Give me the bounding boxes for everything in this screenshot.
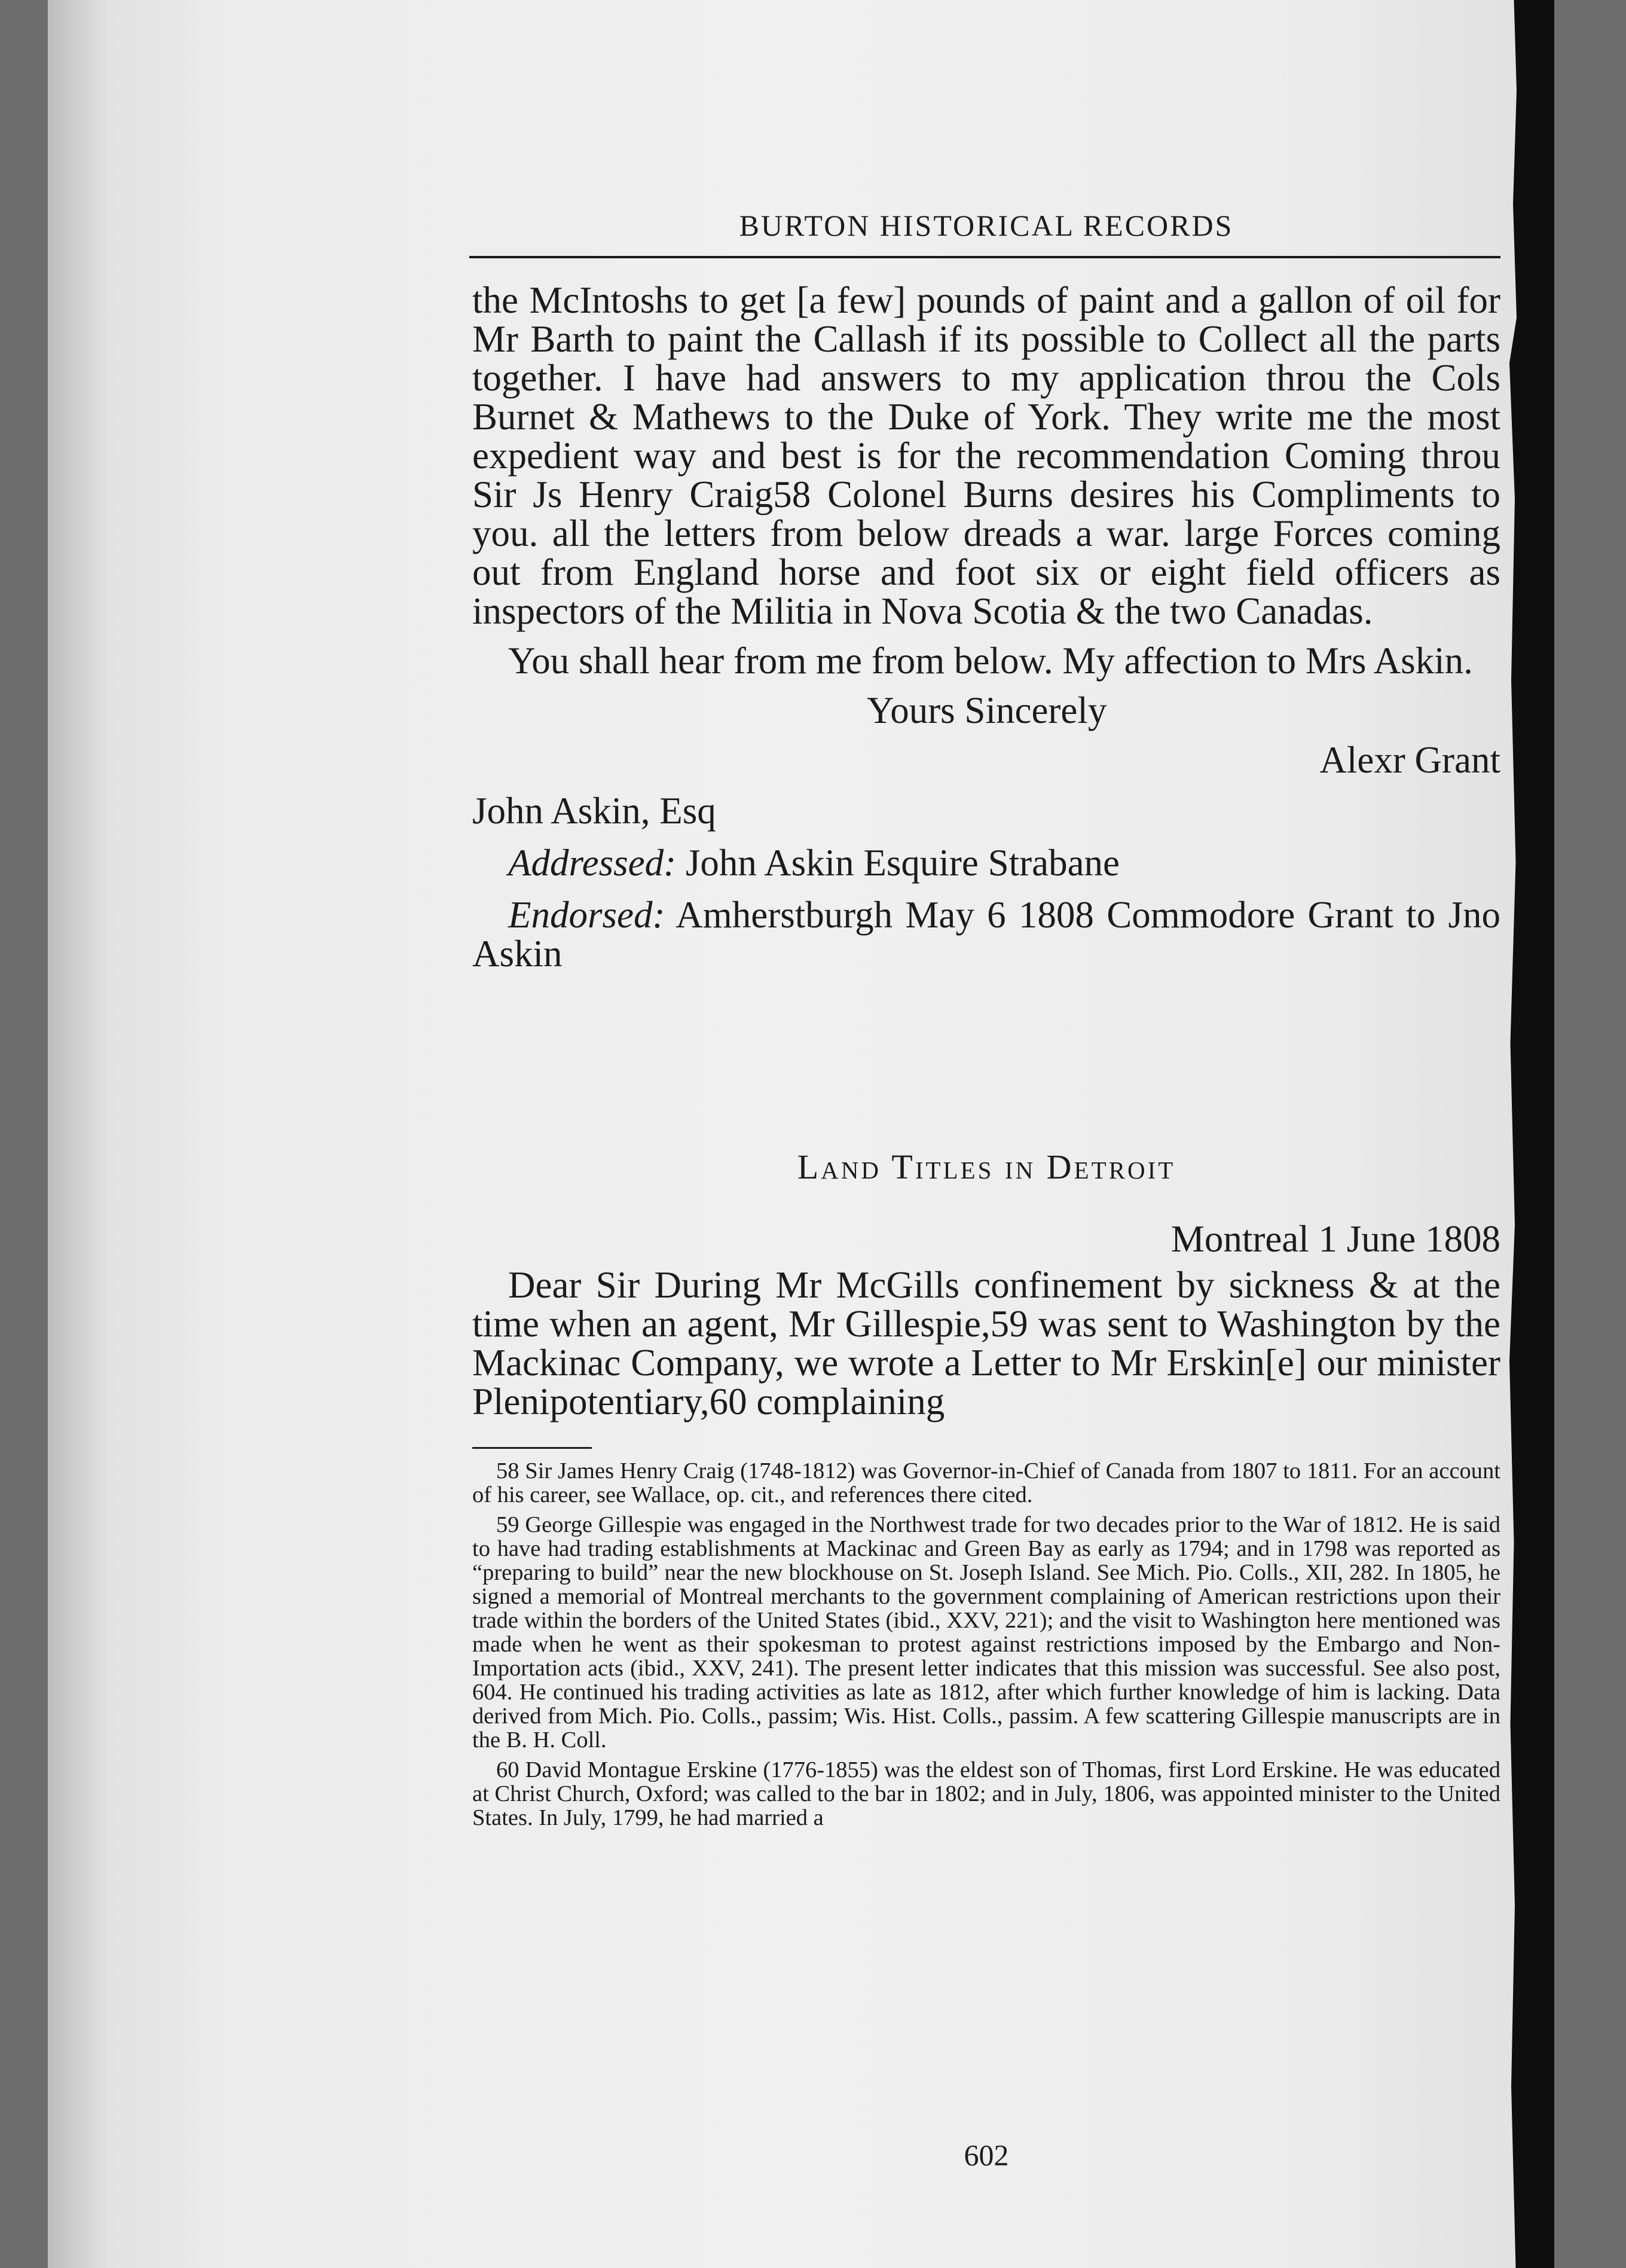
page-number: 602: [964, 2138, 1009, 2172]
footnotes: [472, 1459, 1500, 1836]
footnote-rule: [472, 1447, 592, 1449]
letter-paragraph: the McIntoshs to get [a few] pounds of paint and a gallon of oil for Mr Barth to paint the Callash if its possible to Collect all the parts together. I have had answers to my application throu the Cols Burnet & Mathews to the Duke of York. They write me the most expedient way and best is for the recommendation Coming throu Sir Js Henry Craig58 Colonel Burns desires his Compliments to you. all the letters from below dreads a war. large Forces coming out from England horse and foot six or eight field officers as inspectors of the Militia in Nova Scotia & the two Canadas.: [472, 279, 1500, 632]
letter-dateline: Montreal 1 June 1808: [1170, 1218, 1500, 1260]
letter-recipient: John Askin, Esq: [472, 790, 716, 832]
endorsed-note: [472, 896, 1500, 973]
second-letter: [472, 1220, 1500, 1421]
addressed-label: Addressed:: [508, 842, 677, 884]
endorsed-text: Amherstburgh May 6 1808 Commodore Grant to Jno Askin: [472, 894, 1500, 975]
footnote: 58 Sir James Henry Craig (1748-1812) was Governor-in-Chief of Canada from 1807 to 1811. For an account of his career, see Wallace, op. cit., and references there cited.: [472, 1458, 1500, 1507]
section-title: Land Titles in Detroit: [797, 1147, 1176, 1186]
footnote: 60 David Montague Erskine (1776-1855) was the eldest son of Thomas, first Lord Erskine. He was educated at Christ Church, Oxford; was called to the bar in 1802; and in July, 1806, was appointed minister to the United States. In July, 1799, he had married a: [472, 1757, 1500, 1830]
addressed-text: John Askin Esquire Strabane: [685, 842, 1120, 884]
letter-body: [472, 281, 1500, 973]
endorsed-label: Endorsed:: [508, 894, 665, 936]
letter-paragraph: Dear Sir During Mr McGills confinement by sickness & at the time when an agent, Mr Gillespie,59 was sent to Washington by the Mackinac Company, we wrote a Letter to Mr Erskin[e] our minister Plenipotentiary,60 complaining: [472, 1264, 1500, 1423]
letter-closing: Yours Sincerely: [867, 689, 1107, 731]
running-head: BURTON HISTORICAL RECORDS: [739, 209, 1234, 242]
header-rule: [469, 256, 1500, 258]
footnote: 59 George Gillespie was engaged in the Northwest trade for two decades prior to the War of 1812. He is said to have had trading establishments at Mackinac and Green Bay as early as 1794; and in 1798 was reported as “preparing to build” near the new blockhouse on St. Joseph Island. See Mich. Pio. Colls., XII, 282. In 1805, he signed a memorial of Montreal merchants to the government complaining of American restrictions upon their trade within the borders of the United States (ibid., XXV, 221); and the visit to Washington here mentioned was made when he went as their spokesman to protest against restrictions imposed by the Embargo and Non-Importation acts (ibid., XXV, 241). The present letter indicates that this mission was successful. See also post, 604. He continued his trading activities as late as 1812, after which further knowledge of him is lacking. Data derived from Mich. Pio. Colls., passim; Wis. Hist. Colls., passim. A few scattering Gillespie manuscripts are in the B. H. Coll.: [472, 1512, 1500, 1753]
addressed-note: [472, 844, 1500, 883]
letter-paragraph: You shall hear from me from below. My affection to Mrs Askin.: [508, 640, 1473, 682]
letter-signature: Alexr Grant: [1319, 739, 1500, 781]
